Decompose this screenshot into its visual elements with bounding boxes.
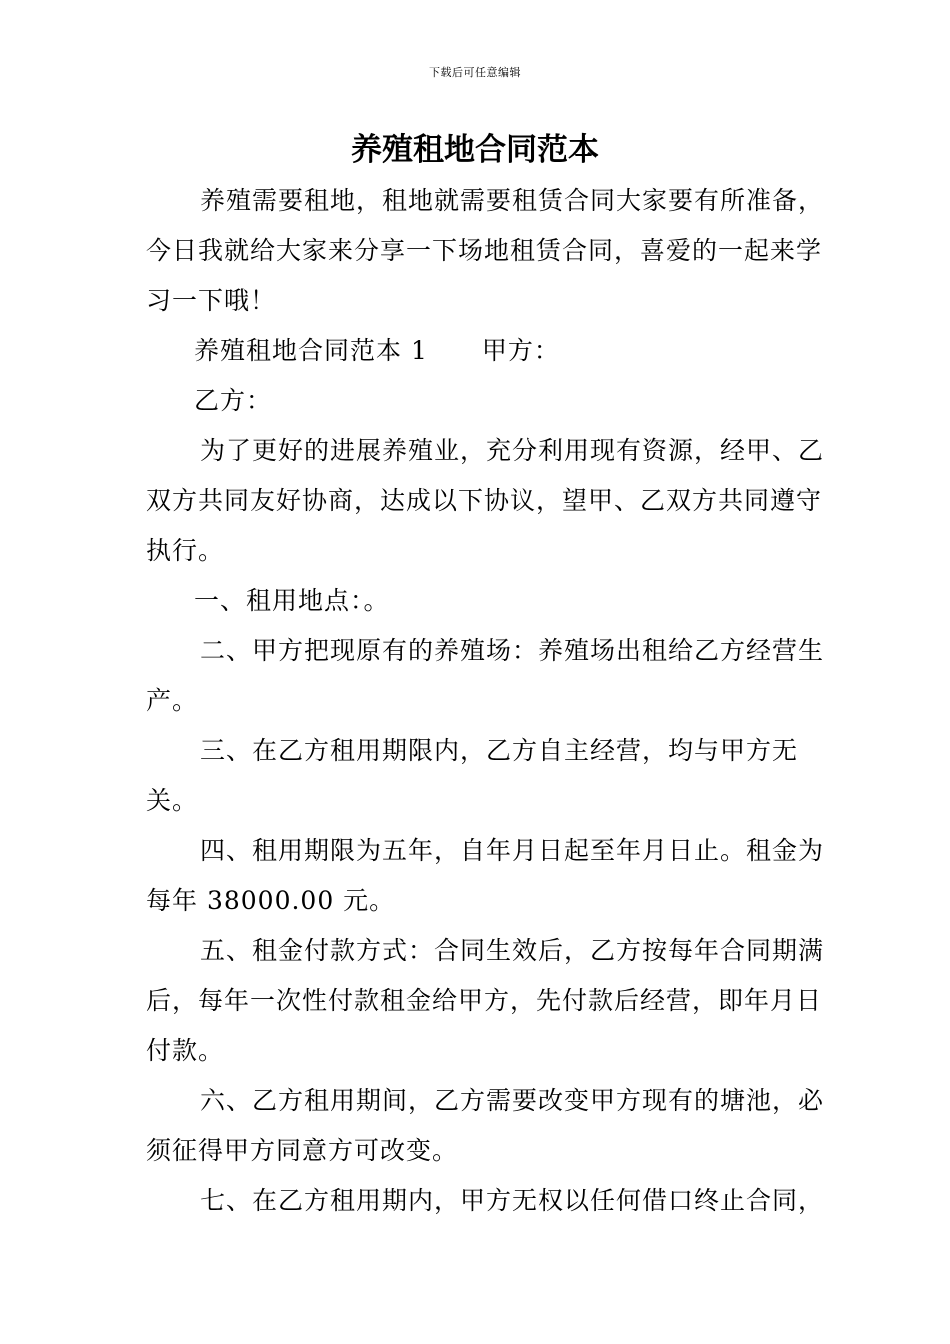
party-b-label: 乙方：	[194, 386, 273, 415]
clause-1: 一、租用地点：。	[194, 586, 390, 615]
sample-title: 养殖租地合同范本 1	[194, 336, 428, 365]
clause-4: 四、租用期限为五年，自年月日起至年月日止。租金为每年 38000.00 元。	[146, 836, 825, 915]
intro-paragraph: 养殖需要租地，租地就需要租赁合同大家要有所准备，今日我就给大家来分享一下场地租赁合同，喜爱的一起来学习一下哦！	[146, 186, 825, 315]
clause-7: 七、在乙方租用期内，甲方无权以任何借口终止合同，	[200, 1186, 825, 1215]
clause-5: 五、租金付款方式：合同生效后，乙方按每年合同期满后，每年一次性付款租金给甲方，先付款后经营，即年月日付款。	[146, 936, 825, 1065]
sample-title-line	[146, 326, 836, 376]
party-a-label: 甲方：	[481, 336, 560, 365]
document-body	[146, 176, 836, 1226]
header-note: 下载后可任意编辑	[429, 66, 521, 79]
purpose-paragraph: 为了更好的进展养殖业，充分利用现有资源，经甲、乙双方共同友好协商，达成以下协议，望甲、乙双方共同遵守执行。	[146, 436, 825, 565]
clause-2: 二、甲方把现原有的养殖场：养殖场出租给乙方经营生产。	[146, 636, 825, 715]
document-title: 养殖租地合同范本	[351, 132, 599, 168]
clause-3: 三、在乙方租用期限内，乙方自主经营，均与甲方无关。	[146, 736, 799, 815]
clause-6: 六、乙方租用期间，乙方需要改变甲方现有的塘池，必须征得甲方同意方可改变。	[146, 1086, 825, 1165]
